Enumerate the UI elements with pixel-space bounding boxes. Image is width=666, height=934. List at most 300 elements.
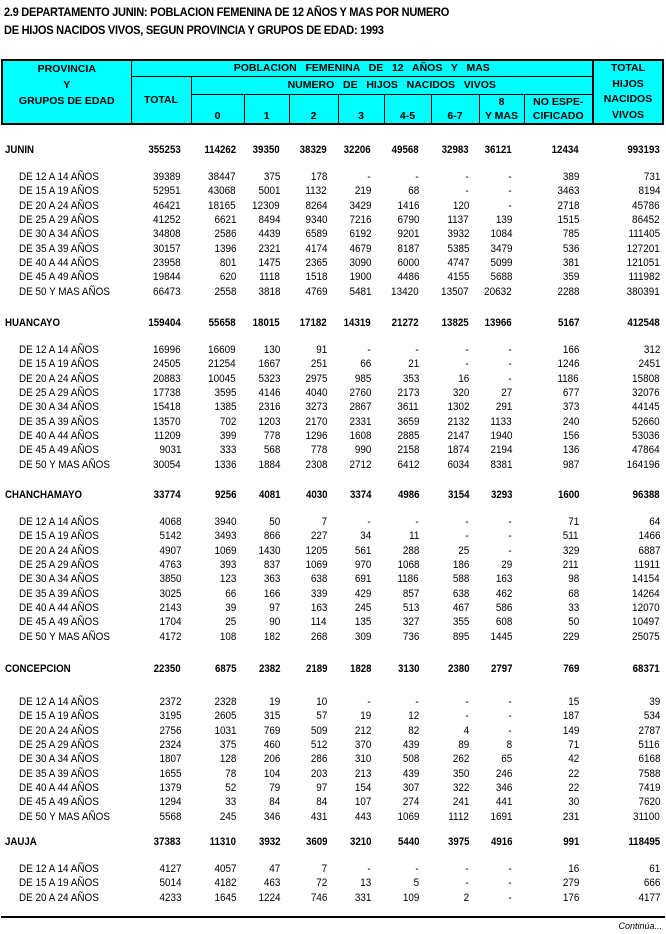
cell-value: 6621 <box>213 214 236 227</box>
cell-value: 3818 <box>257 285 280 298</box>
cell-value: 166 <box>263 587 280 600</box>
header-total-hijos: TOTAL HIJOS NACIDOS VIVOS <box>593 60 663 124</box>
cell-value: 4233 <box>158 891 181 904</box>
age-group-label: DE 35 A 39 AÑOS <box>19 242 99 255</box>
cell-value: 1900 <box>348 271 371 284</box>
cell-value: 837 <box>263 559 280 572</box>
cell-value: 399 <box>219 430 236 443</box>
cell-value: 8264 <box>304 199 327 212</box>
cell-value: 4 <box>463 724 469 737</box>
cell-value: 363 <box>263 573 280 586</box>
province-value: 22350 <box>154 663 181 675</box>
cell-value: 1112 <box>448 810 469 823</box>
province-value: 5167 <box>557 317 579 329</box>
cell-value: 9031 <box>158 444 181 457</box>
cell-value: 1608 <box>348 430 371 443</box>
cell-value: 3611 <box>397 401 419 414</box>
cell-value: 33 <box>224 796 236 809</box>
province-value: 36121 <box>485 144 512 156</box>
province-value: 3210 <box>349 836 371 848</box>
cell-value: 6412 <box>396 458 419 471</box>
cell-value: 46421 <box>153 199 181 212</box>
cell-value: 1069 <box>396 810 419 823</box>
cell-value: 97 <box>315 782 327 795</box>
age-group-label: DE 50 Y MAS AÑOS <box>19 630 110 643</box>
cell-value: 375 <box>219 739 236 752</box>
province-value: 11310 <box>209 836 236 848</box>
cell-value: 1807 <box>158 753 181 766</box>
province-value: 3932 <box>258 836 280 848</box>
cell-value: 1385 <box>213 401 236 414</box>
cell-value: 393 <box>219 559 236 572</box>
cell-value: 279 <box>562 877 579 890</box>
age-group-row <box>0 343 666 357</box>
cell-value: 1205 <box>304 544 327 557</box>
cell-value: 702 <box>219 415 236 428</box>
age-group-label: DE 15 A 19 AÑOS <box>19 530 99 543</box>
cell-value: 1515 <box>556 214 579 227</box>
header-col-2: 2 <box>289 94 338 124</box>
province-value: 37383 <box>154 836 181 848</box>
cell-value: 8194 <box>637 185 660 198</box>
table-header <box>1 59 664 125</box>
cell-value: 322 <box>452 782 469 795</box>
cell-value: 2331 <box>348 415 371 428</box>
cell-value: 7419 <box>637 782 660 795</box>
cell-value: 47864 <box>632 444 660 457</box>
cell-value: 17738 <box>153 387 181 400</box>
cell-value: 72 <box>315 877 327 890</box>
cell-value: 71 <box>567 516 579 528</box>
cell-value: 2365 <box>304 257 327 270</box>
cell-value: 52660 <box>632 415 660 428</box>
cell-value: 4486 <box>396 271 419 284</box>
cell-value: 380391 <box>626 285 660 298</box>
cell-value: 182 <box>263 630 280 643</box>
province-value: 4081 <box>258 489 280 501</box>
cell-value: 4155 <box>446 271 469 284</box>
cell-value: - <box>508 516 512 528</box>
cell-value: - <box>465 171 469 183</box>
cell-value: 186 <box>452 559 469 572</box>
cell-value: 608 <box>495 616 512 629</box>
cell-value: 5014 <box>158 877 181 890</box>
cell-value: 5385 <box>446 242 469 255</box>
province-name: JUNIN <box>5 144 35 156</box>
province-value: 32983 <box>442 144 469 156</box>
cell-value: 86452 <box>632 214 660 227</box>
age-group-row <box>0 170 666 184</box>
cell-value: 42 <box>567 753 579 766</box>
cell-value: 97 <box>268 602 280 615</box>
age-group-label: DE 35 A 39 AÑOS <box>19 767 99 780</box>
age-group-row <box>0 601 666 615</box>
cell-value: 12070 <box>632 602 660 615</box>
cell-value: 4127 <box>158 863 181 875</box>
age-group-row <box>0 891 666 905</box>
cell-value: 467 <box>452 602 469 615</box>
cell-value: 638 <box>310 573 327 586</box>
cell-value: - <box>508 372 512 385</box>
header-provincia: PROVINCIA Y GRUPOS DE EDAD <box>2 60 131 124</box>
cell-value: - <box>508 358 512 371</box>
cell-value: 1296 <box>304 430 327 443</box>
cell-value: 1302 <box>446 401 469 414</box>
province-value: 412548 <box>627 317 660 329</box>
age-group-row <box>0 256 666 270</box>
cell-value: 2558 <box>213 285 236 298</box>
cell-value: - <box>508 696 512 708</box>
age-group-label: DE 45 A 49 AÑOS <box>19 616 99 629</box>
cell-value: 462 <box>495 587 512 600</box>
cell-value: 2316 <box>257 401 280 414</box>
age-group-label: DE 15 A 19 AÑOS <box>19 358 99 371</box>
cell-value: 50 <box>268 516 280 528</box>
cell-value: 512 <box>310 739 327 752</box>
header-col-6-7: 6-7 <box>431 94 479 124</box>
age-group-label: DE 45 A 49 AÑOS <box>19 444 99 457</box>
cell-value: 4907 <box>158 544 181 557</box>
cell-value: 274 <box>402 796 419 809</box>
continua-note: Continúa... <box>618 921 662 931</box>
province-value: 1600 <box>557 489 579 501</box>
cell-value: 3463 <box>556 185 579 198</box>
cell-value: 66 <box>224 587 236 600</box>
cell-value: 1940 <box>489 430 512 443</box>
cell-value: 4146 <box>257 387 280 400</box>
cell-value: 71 <box>567 739 579 752</box>
cell-value: 30054 <box>153 458 181 471</box>
cell-value: 1186 <box>557 372 579 385</box>
cell-value: 4679 <box>348 242 371 255</box>
cell-value: 3932 <box>446 228 469 241</box>
cell-value: - <box>415 863 419 875</box>
age-group-label: DE 30 A 34 AÑOS <box>19 228 99 241</box>
cell-value: - <box>367 696 371 708</box>
cell-value: 16996 <box>153 344 181 356</box>
cell-value: 245 <box>354 602 371 615</box>
cell-value: 22 <box>567 767 579 780</box>
cell-value: 586 <box>495 602 512 615</box>
cell-value: 203 <box>310 767 327 780</box>
header-col-0: 0 <box>191 94 244 124</box>
cell-value: 1445 <box>489 630 512 643</box>
age-group-row <box>0 572 666 586</box>
cell-value: 121051 <box>626 257 660 270</box>
age-group-label: DE 50 Y MAS AÑOS <box>19 810 110 823</box>
cell-value: 44145 <box>632 401 660 414</box>
cell-value: 8187 <box>396 242 419 255</box>
province-value: 68371 <box>633 663 660 675</box>
cell-value: 5481 <box>348 285 371 298</box>
cell-value: 4763 <box>158 559 181 572</box>
cell-value: 509 <box>310 724 327 737</box>
province-value: 991 <box>562 836 579 848</box>
cell-value: 3090 <box>348 257 371 270</box>
cell-value: 212 <box>354 724 371 737</box>
cell-value: 2586 <box>213 228 236 241</box>
province-value: 96388 <box>633 489 660 501</box>
province-value: 1828 <box>349 663 371 675</box>
cell-value: 2885 <box>396 430 419 443</box>
cell-value: 178 <box>310 171 327 183</box>
cell-value: - <box>465 185 469 198</box>
cell-value: 16 <box>567 863 579 875</box>
age-group-label: DE 25 A 29 AÑOS <box>19 214 99 227</box>
cell-value: 84 <box>268 796 280 809</box>
cell-value: 33 <box>567 602 579 615</box>
cell-value: 801 <box>219 257 236 270</box>
age-group-row <box>0 695 666 709</box>
cell-value: 246 <box>495 767 512 780</box>
cell-value: - <box>508 863 512 875</box>
age-group-label: DE 15 A 19 AÑOS <box>19 185 99 198</box>
age-group-row <box>0 724 666 738</box>
cell-value: 18165 <box>208 199 236 212</box>
cell-value: 350 <box>452 767 469 780</box>
cell-value: 985 <box>354 372 371 385</box>
age-group-label: DE 50 Y MAS AÑOS <box>19 458 110 471</box>
cell-value: 2324 <box>158 739 181 752</box>
cell-value: 315 <box>263 710 280 723</box>
cell-value: 346 <box>495 782 512 795</box>
cell-value: 3850 <box>158 573 181 586</box>
age-group-row <box>0 709 666 723</box>
age-group-row <box>0 372 666 386</box>
cell-value: 990 <box>354 444 371 457</box>
cell-value: 163 <box>310 602 327 615</box>
cell-value: 111405 <box>628 228 660 241</box>
cell-value: 677 <box>562 387 579 400</box>
cell-value: 219 <box>354 185 371 198</box>
cell-value: 2288 <box>556 285 579 298</box>
cell-value: 13 <box>359 877 371 890</box>
cell-value: - <box>508 530 512 543</box>
cell-value: 3940 <box>213 516 236 528</box>
cell-value: 8 <box>506 739 512 752</box>
header-col-4-5: 4-5 <box>384 94 431 124</box>
cell-value: 666 <box>643 877 660 890</box>
age-group-row <box>0 386 666 400</box>
cell-value: 731 <box>643 171 660 183</box>
age-group-label: DE 30 A 34 AÑOS <box>19 401 99 414</box>
cell-value: 1518 <box>304 271 327 284</box>
cell-value: 14154 <box>632 573 660 586</box>
age-group-row <box>0 515 666 529</box>
cell-value: 1069 <box>304 559 327 572</box>
cell-value: 2170 <box>304 415 327 428</box>
cell-value: 310 <box>354 753 371 766</box>
cell-value: 24505 <box>153 358 181 371</box>
age-group-label: DE 20 A 24 AÑOS <box>19 724 99 737</box>
age-group-label: DE 25 A 29 AÑOS <box>19 387 99 400</box>
age-group-row <box>0 630 666 644</box>
province-row <box>0 662 666 676</box>
cell-value: 536 <box>562 242 579 255</box>
cell-value: 6589 <box>304 228 327 241</box>
cell-value: - <box>508 710 512 723</box>
cell-value: 135 <box>354 616 371 629</box>
province-value: 3293 <box>490 489 512 501</box>
province-name: CHANCHAMAYO <box>5 489 83 501</box>
age-group-row <box>0 810 666 824</box>
cell-value: 20883 <box>153 372 181 385</box>
cell-value: 511 <box>563 530 579 543</box>
cell-value: 12309 <box>252 199 280 212</box>
age-group-row <box>0 767 666 781</box>
cell-value: 104 <box>263 767 280 780</box>
cell-value: 12 <box>407 710 419 723</box>
province-value: 4986 <box>397 489 419 501</box>
cell-value: - <box>367 516 371 528</box>
cell-value: 320 <box>452 387 469 400</box>
province-value: 3374 <box>349 489 371 501</box>
cell-value: 1069 <box>213 544 236 557</box>
age-group-label: DE 20 A 24 AÑOS <box>19 544 99 557</box>
cell-value: 52951 <box>153 185 181 198</box>
cell-value: 2 <box>463 891 469 904</box>
cell-value: 10 <box>315 696 327 708</box>
age-group-row <box>0 184 666 198</box>
cell-value: 38447 <box>208 171 236 183</box>
cell-value: 19844 <box>153 271 181 284</box>
cell-value: 1691 <box>489 810 512 823</box>
cell-value: 3195 <box>158 710 181 723</box>
cell-value: 3429 <box>348 199 371 212</box>
age-group-label: DE 20 A 24 AÑOS <box>19 199 99 212</box>
cell-value: 5116 <box>638 739 660 752</box>
cell-value: 460 <box>263 739 280 752</box>
cell-value: 4172 <box>158 630 181 643</box>
cell-value: 746 <box>310 891 327 904</box>
cell-value: 534 <box>643 710 660 723</box>
province-value: 33774 <box>154 489 181 501</box>
cell-value: 970 <box>354 559 371 572</box>
age-group-row <box>0 415 666 429</box>
cell-value: 7 <box>321 863 327 875</box>
cell-value: 785 <box>562 228 579 241</box>
age-group-row <box>0 199 666 213</box>
cell-value: 2147 <box>446 430 469 443</box>
cell-value: 429 <box>354 587 371 600</box>
cell-value: - <box>508 877 512 890</box>
cell-value: - <box>367 344 371 356</box>
cell-value: 431 <box>310 810 327 823</box>
cell-value: 30157 <box>153 242 181 255</box>
cell-value: 333 <box>219 444 236 457</box>
cell-value: 1133 <box>490 415 512 428</box>
cell-value: 7 <box>321 516 327 528</box>
cell-value: 57 <box>315 710 327 723</box>
cell-value: 355 <box>452 616 469 629</box>
cell-value: 1475 <box>257 257 280 270</box>
age-group-label: DE 12 A 14 AÑOS <box>19 516 99 528</box>
cell-value: 114 <box>311 616 327 629</box>
age-group-label: DE 45 A 49 AÑOS <box>19 271 99 284</box>
cell-value: 229 <box>562 630 579 643</box>
age-group-label: DE 25 A 29 AÑOS <box>19 739 99 752</box>
cell-value: 439 <box>402 767 419 780</box>
cell-value: - <box>465 530 469 543</box>
cell-value: 1874 <box>446 444 469 457</box>
cell-value: 176 <box>562 891 579 904</box>
cell-value: 241 <box>452 796 469 809</box>
age-group-label: DE 50 Y MAS AÑOS <box>19 285 110 298</box>
cell-value: 6790 <box>396 214 419 227</box>
cell-value: 13420 <box>391 285 419 298</box>
cell-value: 1667 <box>257 358 280 371</box>
cell-value: 8381 <box>489 458 512 471</box>
province-name: HUANCAYO <box>5 317 61 329</box>
cell-value: 3273 <box>304 401 327 414</box>
age-group-row <box>0 429 666 443</box>
province-value: 49568 <box>392 144 419 156</box>
footer-rule <box>1 916 665 918</box>
cell-value: 91 <box>315 344 327 356</box>
cell-value: 251 <box>310 358 327 371</box>
cell-value: 736 <box>402 630 419 643</box>
cell-value: 2605 <box>213 710 236 723</box>
province-value: 4916 <box>490 836 512 848</box>
age-group-row <box>0 544 666 558</box>
province-value: 17182 <box>300 317 327 329</box>
cell-value: 5688 <box>489 271 512 284</box>
cell-value: 375 <box>263 171 280 183</box>
age-group-label: DE 12 A 14 AÑOS <box>19 696 99 708</box>
cell-value: 6000 <box>396 257 419 270</box>
cell-value: - <box>465 863 469 875</box>
cell-value: 8494 <box>257 214 280 227</box>
province-value: 3130 <box>397 663 419 675</box>
age-group-row <box>0 285 666 299</box>
cell-value: 16609 <box>208 344 236 356</box>
cell-value: 3025 <box>158 587 181 600</box>
age-group-label: DE 15 A 19 AÑOS <box>19 710 99 723</box>
header-col-1: 1 <box>244 94 289 124</box>
age-group-label: DE 12 A 14 AÑOS <box>19 863 99 875</box>
cell-value: 11209 <box>154 430 181 443</box>
province-name: CONCEPCION <box>5 663 71 675</box>
age-group-label: DE 45 A 49 AÑOS <box>19 796 99 809</box>
province-value: 5440 <box>397 836 419 848</box>
cell-value: - <box>508 544 512 557</box>
cell-value: 108 <box>219 630 236 643</box>
province-value: 118495 <box>628 836 660 848</box>
province-value: 2797 <box>490 663 512 675</box>
cell-value: 2787 <box>637 724 660 737</box>
cell-value: - <box>508 344 512 356</box>
cell-value: 439 <box>402 739 419 752</box>
cell-value: 327 <box>402 616 419 629</box>
cell-value: 1655 <box>158 767 181 780</box>
province-row <box>0 488 666 502</box>
cell-value: 443 <box>354 810 371 823</box>
cell-value: 163 <box>495 573 512 586</box>
cell-value: 2328 <box>213 696 236 708</box>
cell-value: 309 <box>354 630 371 643</box>
header-poblacion: POBLACION FEMENINA DE 12 AÑOS Y MAS <box>131 60 593 76</box>
age-group-row <box>0 400 666 414</box>
cell-value: 331 <box>354 891 371 904</box>
age-group-label: DE 30 A 34 AÑOS <box>19 753 99 766</box>
cell-value: 16 <box>457 372 469 385</box>
cell-value: 1466 <box>637 530 660 543</box>
cell-value: 64 <box>648 516 660 528</box>
cell-value: 2308 <box>304 458 327 471</box>
cell-value: 895 <box>452 630 469 643</box>
cell-value: 45786 <box>632 199 660 212</box>
cell-value: 90 <box>268 616 280 629</box>
